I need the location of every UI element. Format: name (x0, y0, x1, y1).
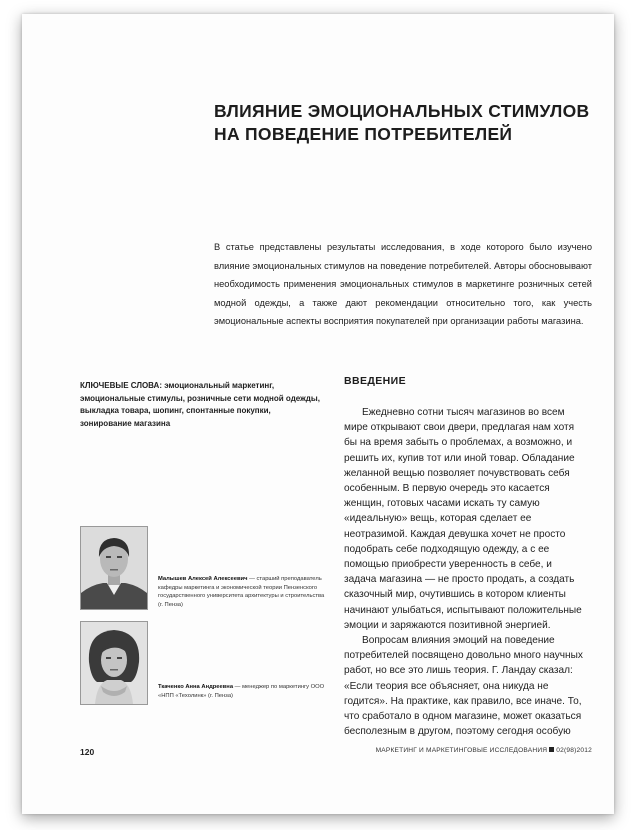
keywords-text: эмоциональный маркетинг, эмоциональные стимулы, розничные сети модной одежды, выкладка товара, шопинг, спонтанные покупки, зонирование магазина (80, 381, 320, 428)
author-photo-tkachenko (80, 621, 148, 705)
page-number: 120 (80, 747, 95, 757)
article-abstract: В статье представлены результаты исследования, в ходе которого было изучено влияние эмоциональных стимулов на поведение потребителей. Авторы обосновывают необходимость применения эмоциональных стимулов в маркетинге розничных сетей модной одежды, а также дают рекомендации относительно того, как учесть эмоциональные аспекты восприятия покупателей при организации работы магазина. (214, 242, 592, 327)
title-line-2: НА ПОВЕДЕНИЕ ПОТРЕБИТЕЛЕЙ (214, 124, 513, 144)
journal-name: МАРКЕТИНГ И МАРКЕТИНГОВЫЕ ИССЛЕДОВАНИЯ (375, 747, 548, 754)
body-paragraph: Вопросам влияния эмоций на поведение потребителей посвящено довольно много научных работ, но все это лишь теория. Г. Ландау сказал: «Если теория все объясняет, она никуда не годится». На практике, как правило, все иначе. То, что сработало в одном магазине, может оказаться бесполезным в другом, поэтому сегодня особую (344, 635, 583, 738)
keywords-label: КЛЮЧЕВЫЕ СЛОВА: (80, 381, 162, 390)
keywords-block (80, 380, 320, 430)
author-photo-malyshev (80, 526, 148, 610)
journal-issue: 02(98)2012 (556, 747, 592, 754)
author-description: — менеджер по маркетингу ООО «НПП «Техолинк» (г. Пенза) (158, 684, 325, 699)
journal-footer (376, 747, 592, 754)
author-name: Малышев Алексей Алексеевич (158, 576, 248, 582)
article-body (344, 405, 584, 739)
author-description: — старший преподаватель кафедры маркетинга и экономической теории Пензенского государственного университета архитектуры и строительства (г. Пенза) (158, 576, 325, 608)
author-info-malyshev (158, 575, 328, 609)
section-heading-introduction: ВВЕДЕНИЕ (344, 375, 406, 387)
title-line-1: ВЛИЯНИЕ ЭМОЦИОНАЛЬНЫХ СТИМУЛОВ (214, 101, 590, 121)
article-title (214, 100, 594, 146)
author-info-tkachenko (158, 683, 328, 700)
body-paragraph: Ежедневно сотни тысяч магазинов во всем мире открывают свои двери, предлагая нам хотя бы на время забыть о проблемах, а возможно, и решить их, купив тот или иной товар. Обладание желанной вещью позволяет почувствовать себя особенным. В первую очередь это касается женщин, готовых часами искать ту самую «идеальную» вещь, которая сделает ее неотразимой. Каждая девушка хочет не просто подобрать себе подходящую одежду, а с ее помощью приобрести уверенность в себе, и задача магазина — не просто продать, а создать сказочный мир, очутившись в котором клиенты начинают улыбаться, испытывают положительные эмоции и заряжаются позитивной энергией. (344, 407, 582, 631)
square-bullet-icon (549, 747, 554, 752)
author-name: Ткаченко Анна Андреевна (158, 684, 234, 690)
